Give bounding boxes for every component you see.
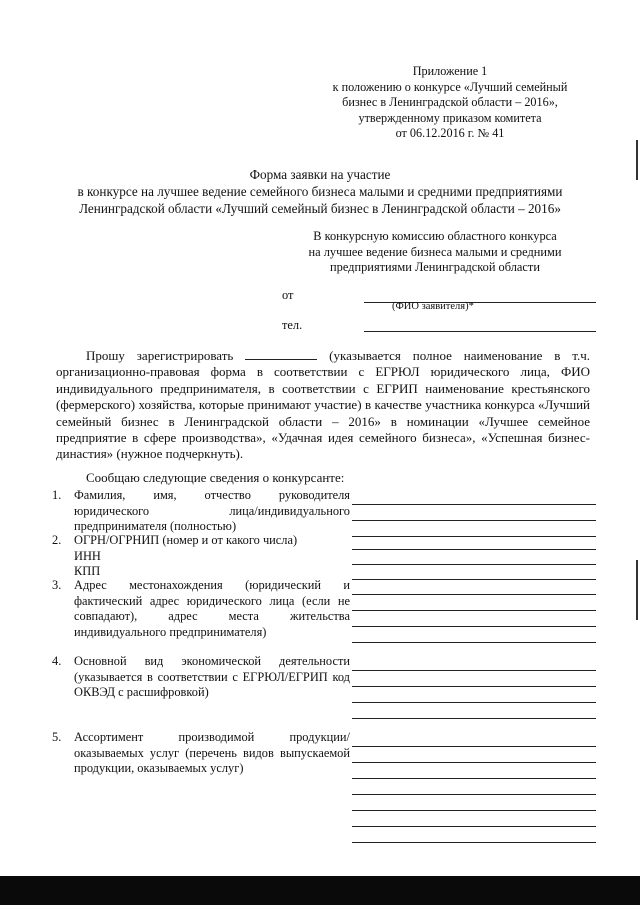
item-2-number: 2. bbox=[52, 533, 62, 547]
scan-edge-mark bbox=[636, 560, 638, 620]
participant-name-blank[interactable] bbox=[245, 347, 317, 360]
item-2-text: ОГРН/ОГРНИП (номер и от какого числа) bbox=[74, 533, 298, 547]
item-2-inn-label: ИНН bbox=[74, 548, 101, 563]
item-4 bbox=[52, 654, 350, 701]
form-title-line-1: Форма заявки на участие bbox=[249, 167, 391, 182]
item-3-text: Адрес местонахождения (юридический и фактический адрес юридического лица (если не совпадают), адрес места жительства индивидуального предпринимателя) bbox=[74, 578, 350, 639]
registration-request bbox=[56, 347, 590, 463]
addressee-line-3: предприятиями Ленинградской области bbox=[330, 260, 540, 274]
phone-label: тел. bbox=[282, 318, 303, 332]
request-start: Прошу зарегистрировать bbox=[86, 348, 234, 363]
annex-line-2: к положению о конкурсе «Лучший семейный bbox=[332, 79, 568, 94]
item-5 bbox=[52, 730, 350, 777]
request-rest: (указывается полное наименование в т.ч. организационно-правовая форма в соответствии с ЕГРЮЛ юридического лица, ФИО индивидуального предпринимателя, в соответствии с ЕГРИП наименование крестьянского (фермерского) хозяйства, которые принимают участие) в качестве участника конкурса «Лучший семейный бизнес в Ленинградской области – 2016» в номинации «Лучшее семейное предприятие в сфере производства», «Удачная идея семейного бизнеса», «Успешная бизнес-династия» (нужное подчеркнуть). bbox=[56, 348, 591, 462]
item-4-number: 4. bbox=[52, 654, 62, 668]
form-title-line-2: в конкурсе на лучшее ведение семейного бизнеса малыми и средними предприятиями bbox=[77, 184, 563, 199]
fio-note: (ФИО заявителя)* bbox=[392, 301, 474, 312]
item-3 bbox=[52, 578, 350, 640]
item-5-number: 5. bbox=[52, 730, 62, 744]
item-4-text: Основной вид экономической деятельности (указывается в соответствии с ЕГРЮЛ/ЕГРИП код ОКВЭД с расшифровкой) bbox=[74, 654, 350, 700]
annex-line-1: Приложение 1 bbox=[412, 64, 488, 78]
annex-line-3: бизнес в Ленинградской области – 2016», bbox=[342, 95, 558, 109]
item-1-text: Фамилия, имя, отчество руководителя юридического лица/индивидуального предпринимателя (полностью) bbox=[74, 488, 350, 534]
addressee-block bbox=[290, 229, 580, 276]
item-3-number: 3. bbox=[52, 578, 62, 592]
addressee-line-2: на лучшее ведение бизнеса малыми и средними bbox=[308, 244, 562, 259]
item-2 bbox=[52, 533, 350, 580]
annex-header bbox=[300, 64, 600, 142]
item-2-kpp-label: КПП bbox=[74, 564, 101, 579]
scan-edge-mark bbox=[636, 140, 638, 180]
annex-line-5: от 06.12.2016 г. № 41 bbox=[395, 126, 505, 140]
scan-bottom-border bbox=[0, 876, 640, 905]
form-title bbox=[30, 166, 610, 217]
info-intro: Сообщаю следующие сведения о конкурсанте: bbox=[86, 470, 345, 485]
phone-line[interactable] bbox=[364, 331, 596, 332]
item-1 bbox=[52, 488, 350, 535]
addressee-line-1: В конкурсную комиссию областного конкурса bbox=[313, 229, 557, 243]
item-5-text: Ассортимент производимой продукции/ оказываемых услуг (перечень видов выпускаемой продукции, оказываемых услуг) bbox=[74, 730, 350, 776]
item-1-number: 1. bbox=[52, 488, 62, 502]
form-title-line-3: Ленинградской области «Лучший семейный бизнес в Ленинградской области – 2016» bbox=[79, 201, 561, 216]
annex-line-4: утвержденному приказом комитета bbox=[358, 110, 542, 125]
from-label: от bbox=[282, 288, 294, 302]
